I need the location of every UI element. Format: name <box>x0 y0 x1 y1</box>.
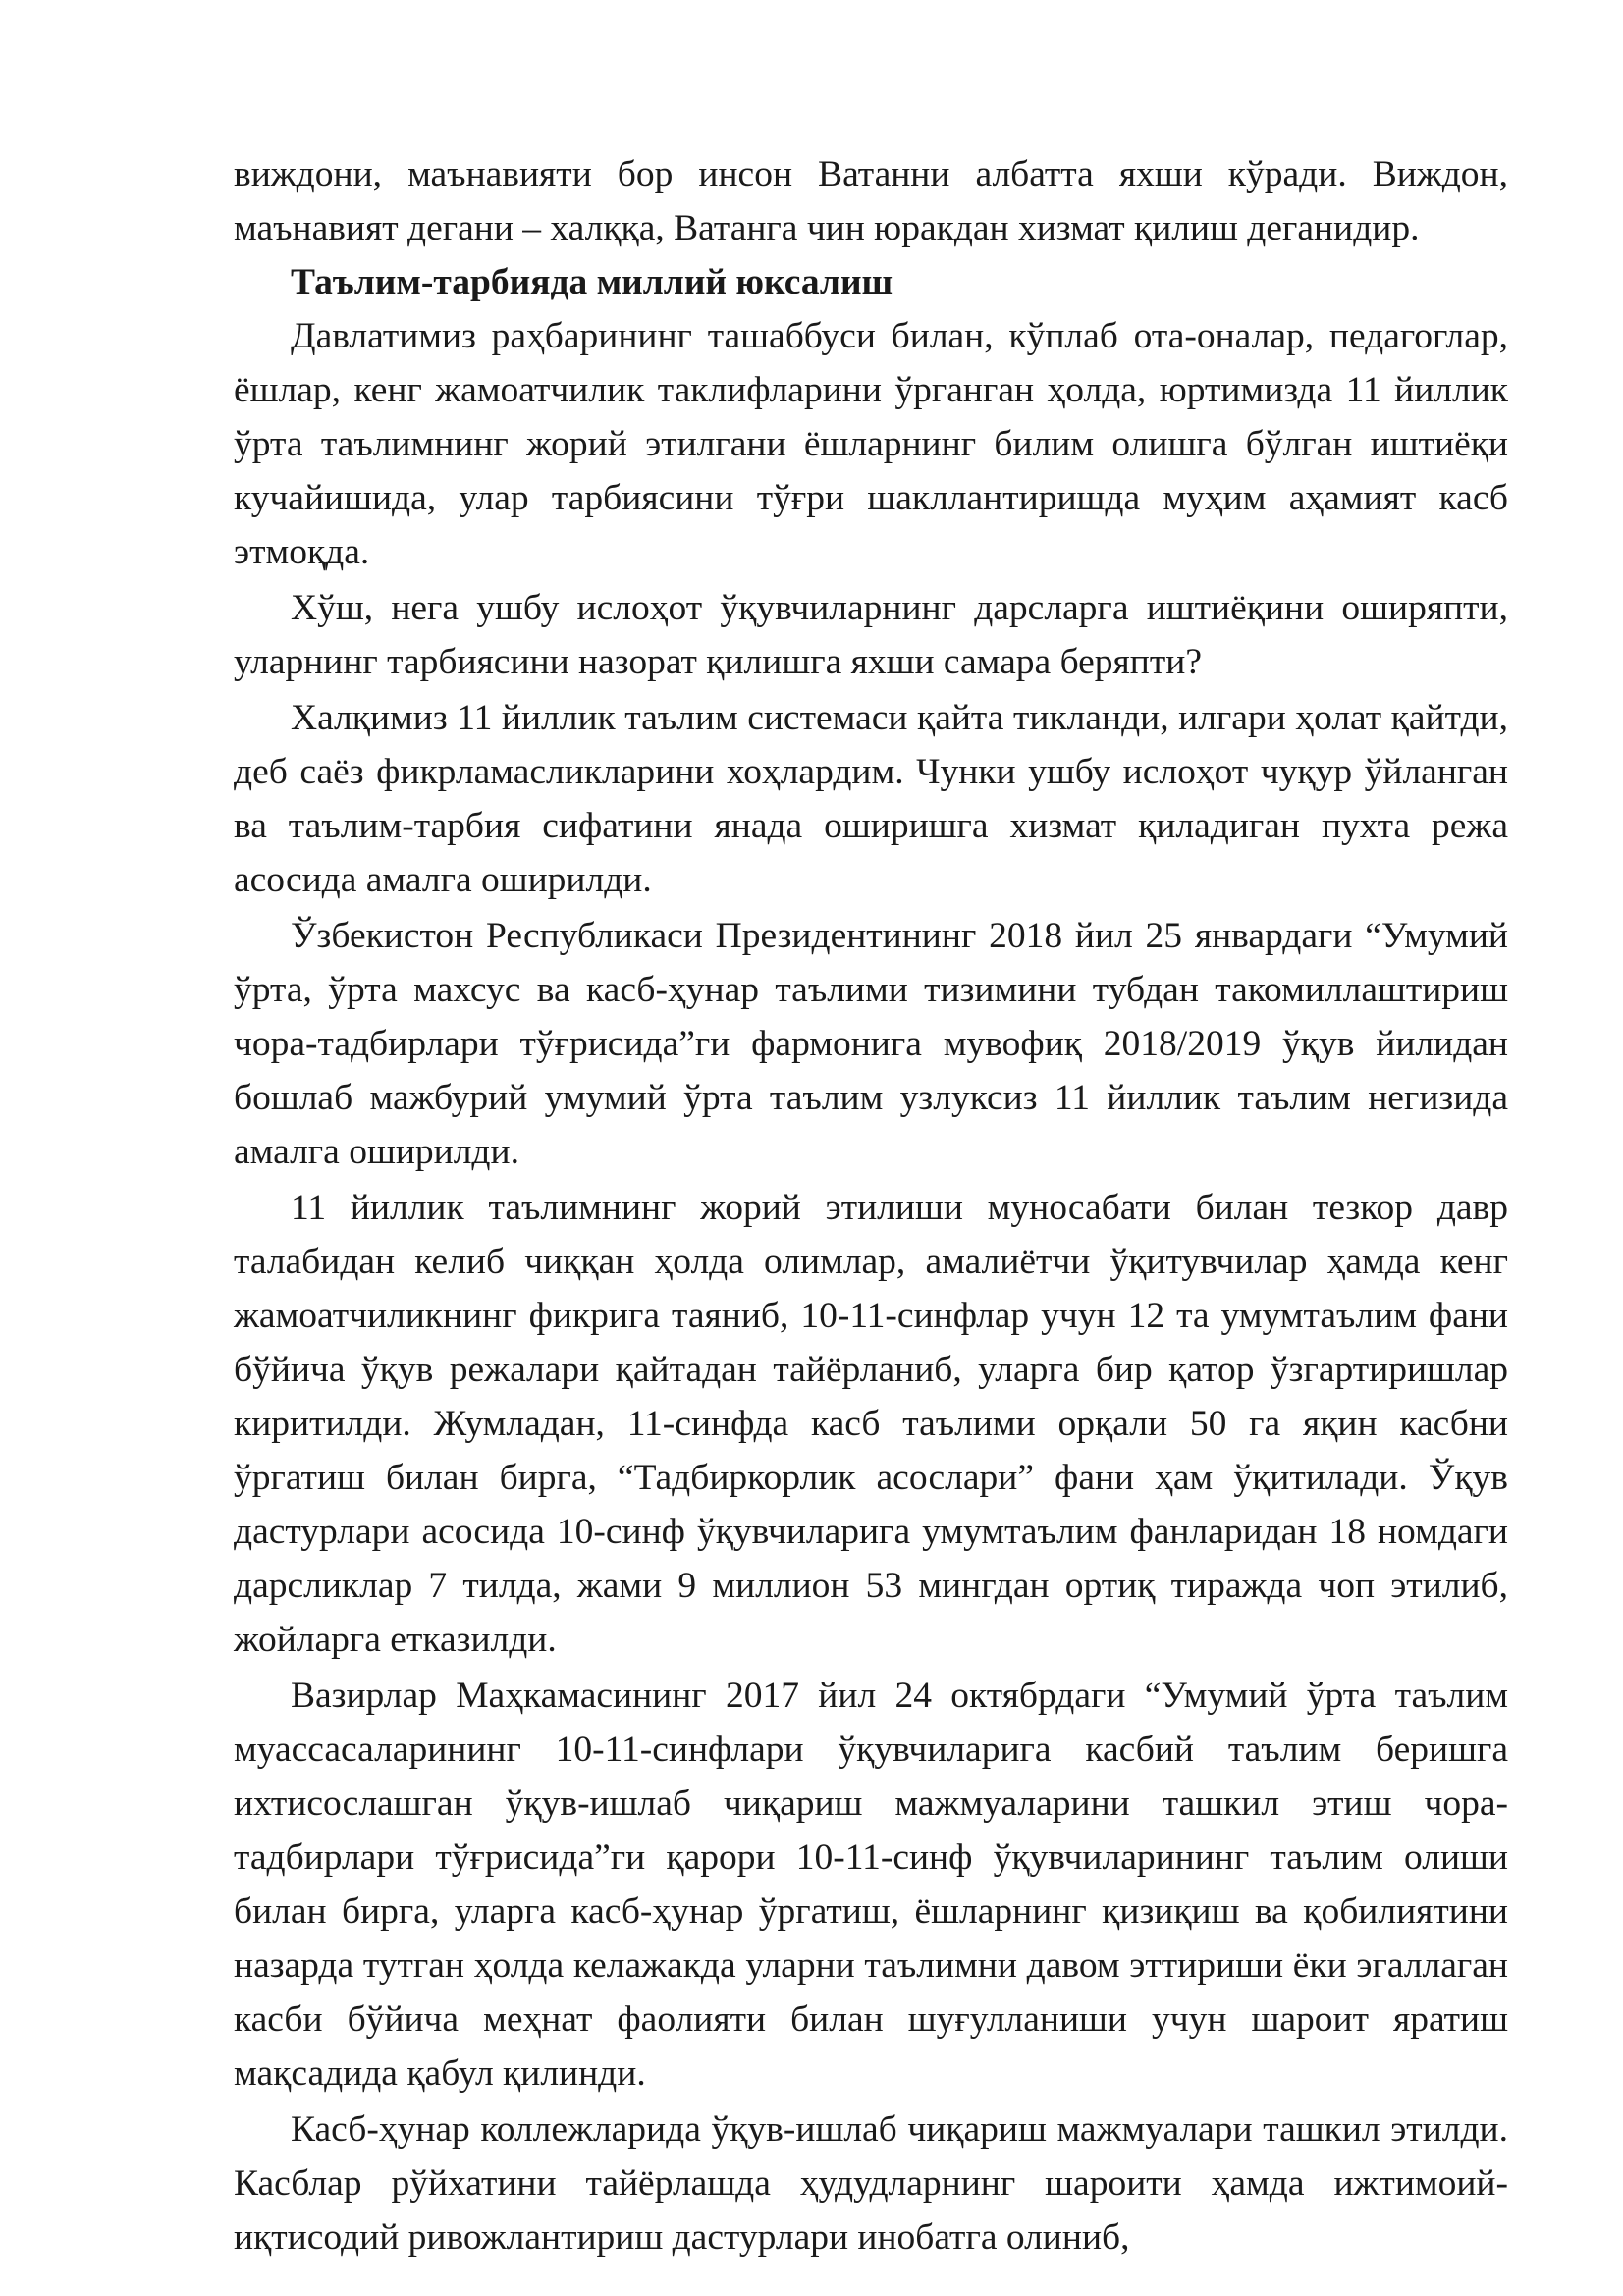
paragraph-5: 11 йиллик таълимнинг жорий этилиши муносабати билан тезкор давр талабидан келиб чиққан ҳолда олимлар, амалиётчи ўқитувчилар ҳамда кенг жамоатчиликнинг фикрига таяниб, 10-11-синфлар учун 12 та умумтаълим фани бўйича ўқув режалари қайтадан тайёрланиб, уларга бир қатор ўзгартиришлар киритилди. Жумладан, 11-синфда касб таълими орқали 50 га яқин касбни ўргатиш билан бирга, “Тадбиркорлик асослари” фани ҳам ўқитилади. Ўқув дастурлари асосида 10-синф ўқувчиларига умумтаълим фанларидан 18 номдаги дарсликлар 7 тилда, жами 9 миллион 53 мингдан ортиқ тиражда чоп этилиб, жойларга етказилди. <box>234 1188 1508 1660</box>
paragraph-2: Хўш, нега ушбу ислоҳот ўқувчиларнинг дарсларга иштиёқини оширяпти, уларнинг тарбиясини назорат қилишга яхши самара беряпти? <box>234 588 1508 682</box>
document-page <box>234 147 1508 2265</box>
paragraph-3: Халқимиз 11 йиллик таълим системаси қайта тикланди, илгари ҳолат қайтди, деб саёз фикрламасликларини хоҳлардим. Чунки ушбу ислоҳот чуқур ўйланган ва таълим-тарбия сифатини янада оширишга хизмат қиладиган пухта режа асосида амалга оширилди. <box>234 698 1508 900</box>
paragraph-1: Давлатимиз раҳбарининг ташаббуси билан, кўплаб ота-оналар, педагоглар, ёшлар, кенг жамоатчилик таклифларини ўрганган ҳолда, юртимизда 11 йиллик ўрта таълимнинг жорий этилгани ёшларнинг билим олишга бўлган иштиёқи кучайишида, улар тарбиясини тўғри шакллантиришда муҳим аҳамият касб этмоқда. <box>234 316 1508 572</box>
paragraph-intro: виждони, маънавияти бор инсон Ватанни албатта яхши кўради. Виждон, маънавият дегани – халққа, Ватанга чин юракдан хизмат қилиш деганидир. <box>234 154 1508 248</box>
section-heading: Таълим-тарбияда миллий юксалиш <box>291 262 893 302</box>
paragraph-4: Ўзбекистон Республикаси Президентининг 2018 йил 25 январдаги “Умумий ўрта, ўрта махсус ва касб-ҳунар таълими тизимини тубдан такомиллаштириш чора-тадбирлари тўғрисида”ги фармонига мувофиқ 2018/2019 ўқув йилидан бошлаб мажбурий умумий ўрта таълим узлуксиз 11 йиллик таълим негизида амалга оширилди. <box>234 916 1508 1172</box>
paragraph-7: Касб-ҳунар коллежларида ўқув-ишлаб чиқариш мажмуалари ташкил этилди. Касблар рўйхатини тайёрлашда ҳудудларнинг шароити ҳамда ижтимоий-иқтисодий ривожлантириш дастурлари инобатга олиниб, <box>234 2109 1508 2258</box>
paragraph-6: Вазирлар Маҳкамасининг 2017 йил 24 октябрдаги “Умумий ўрта таълим муассасаларининг 10-11-синфлари ўқувчиларига касбий таълим беришга ихтисослашган ўқув-ишлаб чиқариш мажмуаларини ташкил этиш чора-тадбирлари тўғрисида”ги қарори 10-11-синф ўқувчиларининг таълим олиши билан бирга, уларга касб-ҳунар ўргатиш, ёшларнинг қизиқиш ва қобилиятини назарда тутган ҳолда келажакда уларни таълимни давом эттириши ёки эгаллаган касби бўйича меҳнат фаолияти билан шуғулланиши учун шароит яратиш мақсадида қабул қилинди. <box>234 1676 1508 2094</box>
